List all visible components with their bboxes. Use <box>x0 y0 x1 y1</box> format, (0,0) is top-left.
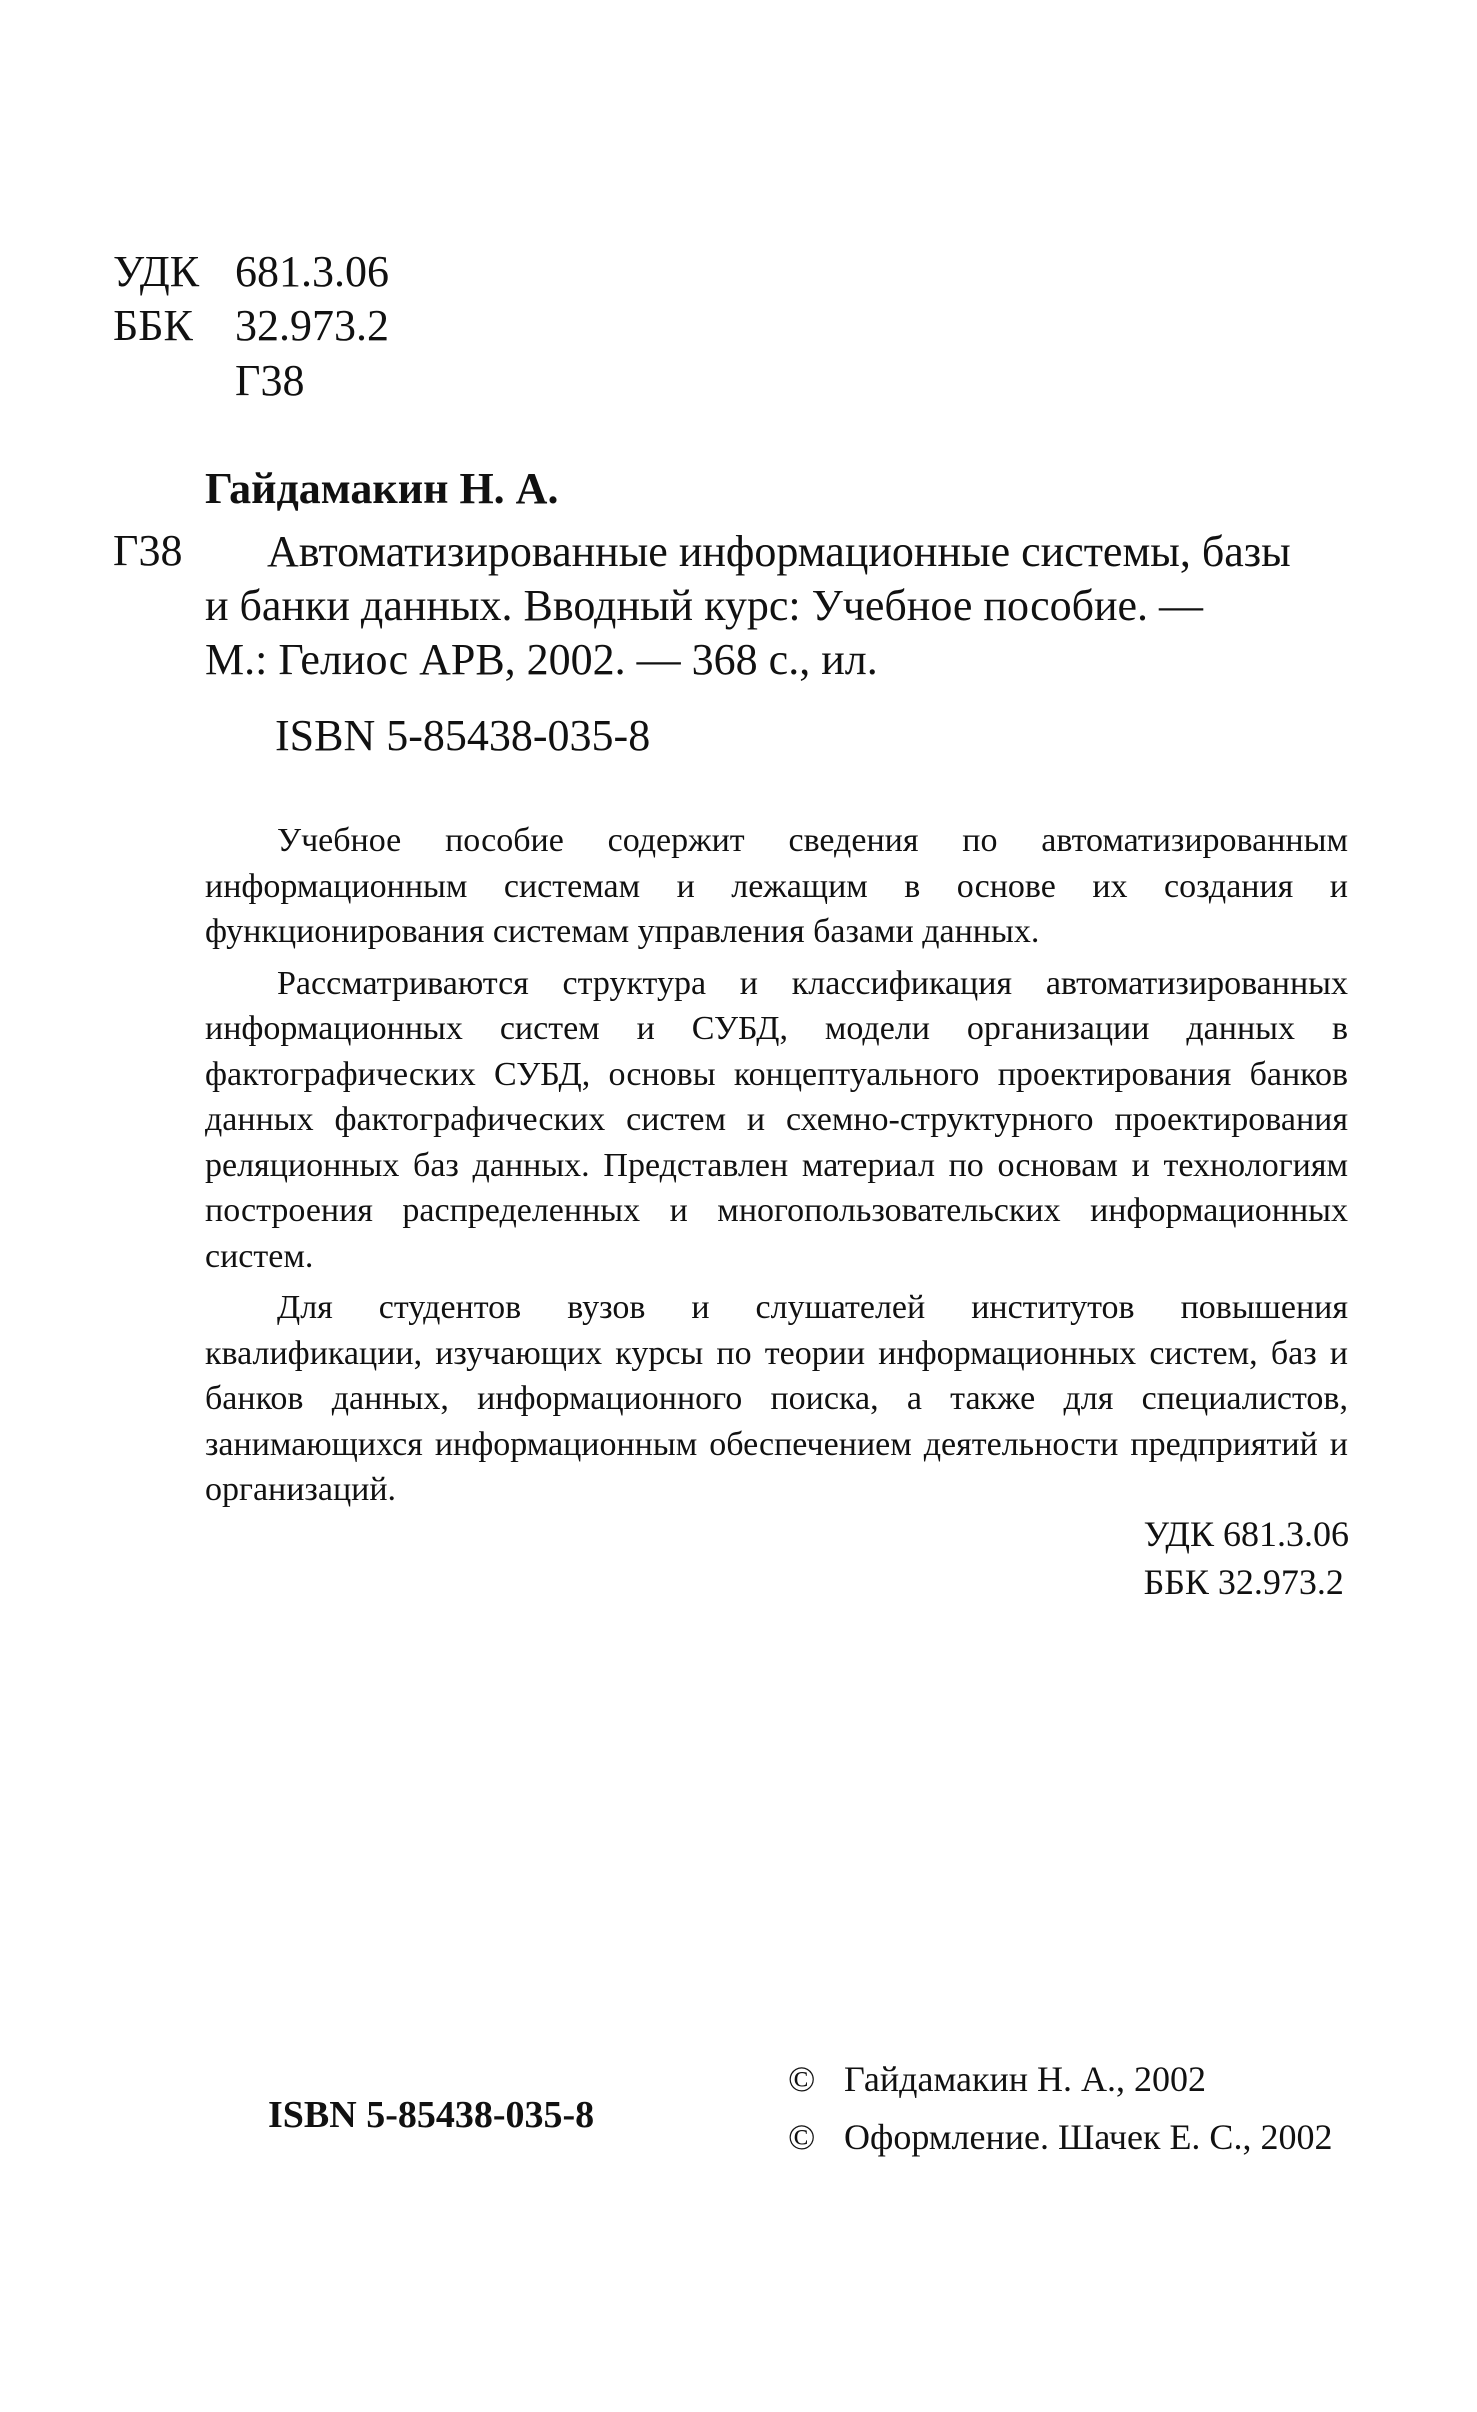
udk-repeat: УДК 681.3.06 <box>1143 1514 1349 1554</box>
copyright-text: Гайдамакин Н. А., 2002 <box>844 2059 1206 2099</box>
bibliographic-description <box>205 525 1345 687</box>
udk-row <box>113 246 389 298</box>
biblio-line: Автоматизированные информационные системы, базы <box>267 527 1291 576</box>
author-name: Гайдамакин Н. А. <box>205 464 559 513</box>
bbk-row <box>113 300 389 352</box>
isbn-bottom: ISBN 5-85438-035-8 <box>268 2094 595 2136</box>
annotation <box>205 818 1348 1519</box>
annotation-paragraph: Для студентов вузов и слушателей институтов повышения квалификации, изучающих курсы по теории информационных систем, баз и банков данных, информационного поиска, а также для специалистов, занимающихся информационным обеспечением деятельности предприятий и организаций. <box>205 1289 1348 1508</box>
copyright-icon: © <box>788 2117 816 2157</box>
bbk-repeat: ББК 32.973.2 <box>1143 1562 1344 1602</box>
copyright-icon: © <box>788 2059 816 2099</box>
udk-value: 681.3.06 <box>235 247 389 296</box>
isbn-top: ISBN 5-85438-035-8 <box>275 711 651 760</box>
copyright-line <box>788 2050 1332 2108</box>
side-author-mark: Г38 <box>113 526 183 575</box>
author-mark: Г38 <box>235 356 305 405</box>
bbk-label: ББК <box>113 301 193 350</box>
bbk-value: 32.973.2 <box>235 301 389 350</box>
udk-label: УДК <box>113 247 200 296</box>
annotation-paragraph: Рассматриваются структура и классификация автоматизированных информационных систем и СУБД, модели организации данных в фактографических СУБД, основы концептуального проектирования банков данных фактографических систем и схемно-структурного проектирования реляционных баз данных. Представлен материал по основам и технологиям построения распределенных и многопользовательских информационных систем. <box>205 964 1348 1275</box>
copyright-line <box>788 2108 1332 2166</box>
copyright-block <box>788 2050 1332 2166</box>
biblio-line: М.: Гелиос АРВ, 2002. — 368 с., ил. <box>205 635 878 684</box>
annotation-paragraph: Учебное пособие содержит сведения по автоматизированным информационным системам и лежащим в основе их создания и функционирования системам управления базами данных. <box>205 822 1348 950</box>
copyright-text: Оформление. Шачек Е. С., 2002 <box>844 2117 1333 2157</box>
author-mark-row <box>113 355 304 407</box>
classification-repeat <box>1144 1510 1349 1606</box>
biblio-line: и банки данных. Вводный курс: Учебное пособие. — <box>205 581 1204 630</box>
